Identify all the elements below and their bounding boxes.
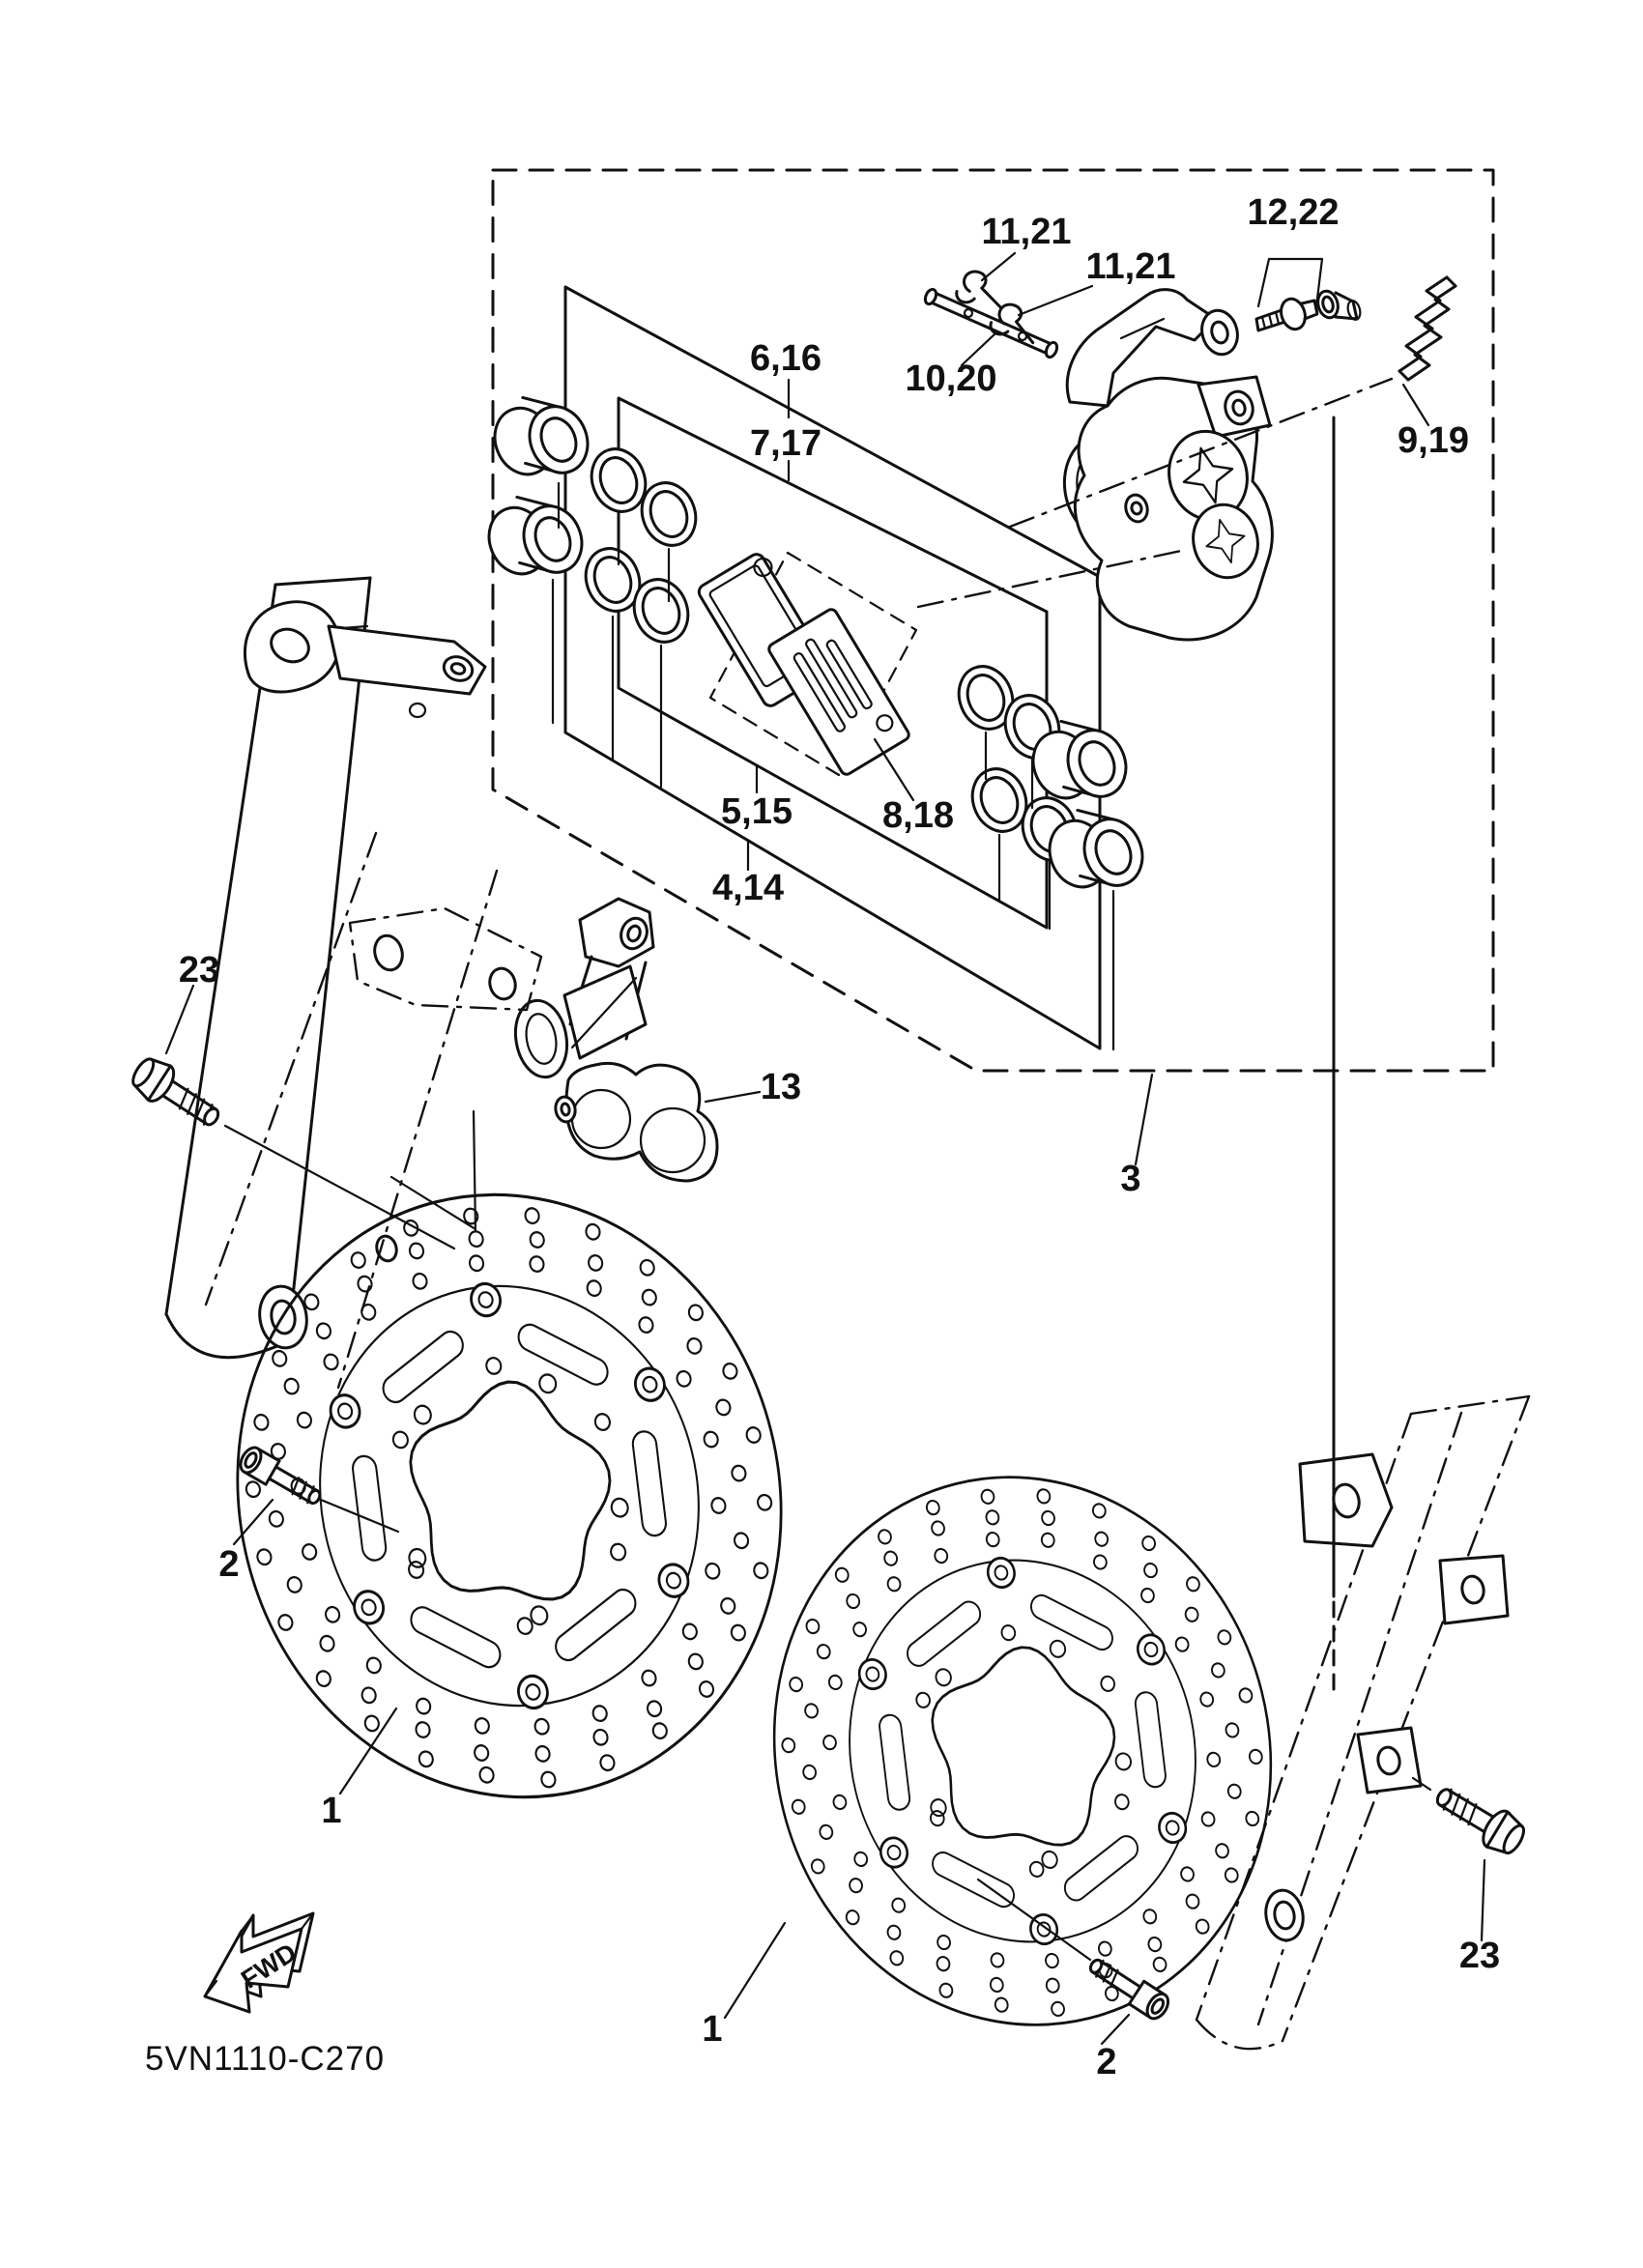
bleed-screw-and-cap — [1256, 289, 1362, 332]
callout-pad-pin-clip-a: 11,21 — [981, 212, 1072, 252]
fwd-label: FWD — [236, 1938, 303, 1995]
caliper-assembly-left — [509, 899, 717, 1181]
callout-pad-pin: 10,20 — [905, 359, 997, 399]
callout-mount-bolt-right: 23 — [1458, 1936, 1501, 1976]
callout-bleed-screw: 12,22 — [1247, 192, 1340, 233]
callout-labels — [179, 192, 1500, 2082]
brake-disc-right — [717, 1424, 1329, 2078]
caliper-mount-bolt-right — [1428, 1777, 1530, 1860]
brake-pad-kit-group — [696, 550, 916, 777]
callout-caliper-kit: 3 — [1120, 1159, 1141, 1199]
callout-pad-spring: 9,19 — [1398, 420, 1469, 461]
callout-disc-right: 1 — [702, 2009, 723, 2050]
callout-disc-bolt-left: 2 — [218, 1544, 240, 1585]
brake-disc-left — [174, 1136, 844, 1854]
leader-lines — [166, 253, 1484, 2044]
callout-outer-seal-kit: 4,14 — [712, 868, 784, 908]
drawing-code: 5VN1110-C270 — [145, 2040, 386, 2078]
callout-piston: 6,16 — [750, 338, 822, 379]
callout-disc-left: 1 — [321, 1791, 342, 1831]
disc-bolt-left — [237, 1444, 326, 1510]
callout-caliper-left: 13 — [760, 1067, 802, 1107]
callout-mount-bolt-left: 23 — [178, 950, 220, 990]
callout-inner-seal-kit: 5,15 — [721, 791, 793, 832]
callout-pad-pin-clip-b: 11,21 — [1085, 246, 1176, 287]
caliper-mount-bolt-left — [127, 1051, 227, 1136]
pad-pin-clip-a — [956, 270, 1005, 307]
callout-brake-pads: 8,18 — [882, 795, 954, 836]
callout-disc-bolt-right: 2 — [1096, 2042, 1117, 2082]
pad-spring — [1399, 277, 1456, 380]
callout-piston-seal: 7,17 — [750, 423, 822, 464]
caliper-body-exploded — [1054, 290, 1272, 640]
